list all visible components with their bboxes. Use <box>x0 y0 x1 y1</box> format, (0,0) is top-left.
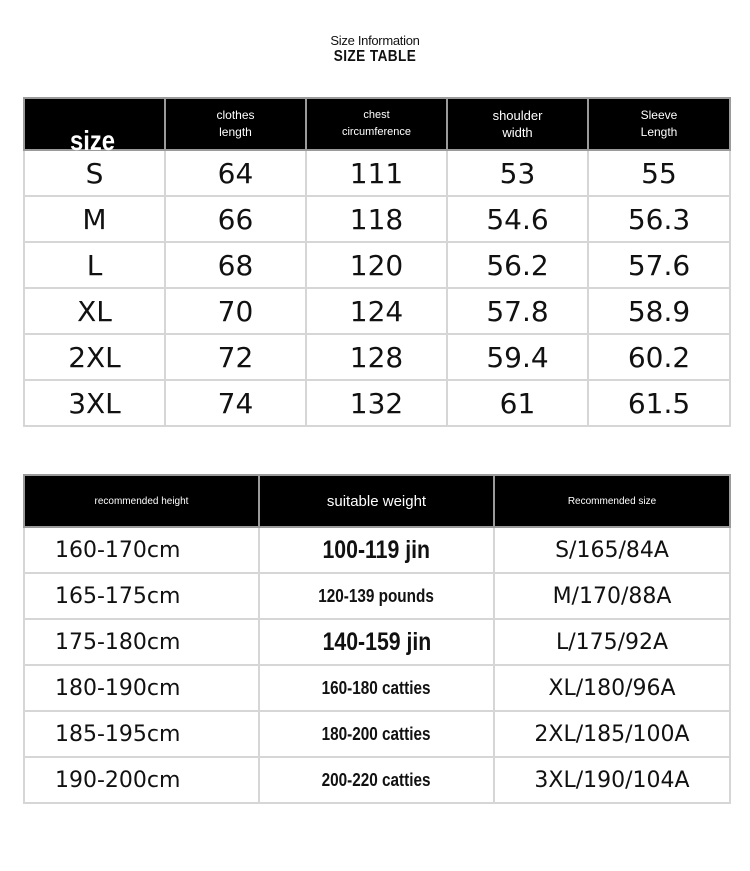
size-table <box>23 97 731 427</box>
cell-size: 3XL <box>24 380 165 426</box>
cell-weight: 160-180 catties <box>259 665 494 711</box>
table-row <box>24 619 730 665</box>
cell-weight: 140-159 jin <box>259 619 494 665</box>
table-row <box>24 334 730 380</box>
cell-shoulder: 56.2 <box>447 242 588 288</box>
cell-size: M <box>24 196 165 242</box>
header-suitable-weight: suitable weight <box>259 475 494 527</box>
header-sleeve-line2: Length <box>640 125 678 139</box>
table-row <box>24 527 730 573</box>
cell-length: 72 <box>165 334 306 380</box>
cell-height: 175-180cm <box>24 619 259 665</box>
header-size: size <box>24 98 165 150</box>
cell-weight: 200-220 catties <box>259 757 494 803</box>
cell-height: 190-200cm <box>24 757 259 803</box>
table-row <box>24 573 730 619</box>
cell-shoulder: 61 <box>447 380 588 426</box>
cell-height: 160-170cm <box>24 527 259 573</box>
cell-sleeve: 57.6 <box>588 242 730 288</box>
cell-sleeve: 56.3 <box>588 196 730 242</box>
cell-shoulder: 57.8 <box>447 288 588 334</box>
header-chest-circumference <box>306 98 447 150</box>
recommendation-header-row <box>24 475 730 527</box>
cell-recommended-size: XL/180/96A <box>494 665 730 711</box>
cell-recommended-size: S/165/84A <box>494 527 730 573</box>
cell-length: 66 <box>165 196 306 242</box>
cell-chest: 118 <box>306 196 447 242</box>
header-chest-line2: circumference <box>341 126 412 138</box>
cell-recommended-size: 3XL/190/104A <box>494 757 730 803</box>
size-table-header-row <box>24 98 730 150</box>
cell-sleeve: 60.2 <box>588 334 730 380</box>
cell-height: 165-175cm <box>24 573 259 619</box>
cell-recommended-size: 2XL/185/100A <box>494 711 730 757</box>
cell-length: 70 <box>165 288 306 334</box>
cell-chest: 111 <box>306 150 447 196</box>
title-heading: SIZE TABLE <box>333 48 417 65</box>
header-recommended-height: recommended height <box>24 475 259 527</box>
header-shoulder-width <box>447 98 588 150</box>
table-row <box>24 380 730 426</box>
table-row <box>24 242 730 288</box>
table-row <box>24 665 730 711</box>
cell-recommended-size: L/175/92A <box>494 619 730 665</box>
table-row <box>24 196 730 242</box>
header-chest-line1: chest <box>363 109 390 121</box>
table-row <box>24 150 730 196</box>
cell-height: 185-195cm <box>24 711 259 757</box>
cell-length: 64 <box>165 150 306 196</box>
cell-chest: 132 <box>306 380 447 426</box>
header-shoulder-line2: width <box>502 125 533 140</box>
cell-weight: 100-119 jin <box>259 527 494 573</box>
header-sleeve-line1: Sleeve <box>640 108 678 122</box>
cell-length: 68 <box>165 242 306 288</box>
cell-shoulder: 53 <box>447 150 588 196</box>
header-recommended-size: Recommended size <box>494 475 730 527</box>
cell-length: 74 <box>165 380 306 426</box>
header-sleeve-length <box>588 98 730 150</box>
cell-weight: 120-139 pounds <box>259 573 494 619</box>
table-row <box>24 757 730 803</box>
cell-size: S <box>24 150 165 196</box>
cell-shoulder: 54.6 <box>447 196 588 242</box>
recommendation-table <box>23 474 731 804</box>
cell-chest: 128 <box>306 334 447 380</box>
cell-weight: 180-200 catties <box>259 711 494 757</box>
title-subheading: Size Information <box>330 33 420 48</box>
header-clothes-length-line1: clothes <box>216 108 255 122</box>
cell-sleeve: 55 <box>588 150 730 196</box>
cell-shoulder: 59.4 <box>447 334 588 380</box>
cell-size: L <box>24 242 165 288</box>
cell-size: 2XL <box>24 334 165 380</box>
cell-height: 180-190cm <box>24 665 259 711</box>
page-title <box>0 33 750 66</box>
cell-sleeve: 58.9 <box>588 288 730 334</box>
cell-chest: 124 <box>306 288 447 334</box>
cell-size: XL <box>24 288 165 334</box>
header-clothes-length <box>165 98 306 150</box>
cell-recommended-size: M/170/88A <box>494 573 730 619</box>
table-row <box>24 711 730 757</box>
header-shoulder-line1: shoulder <box>492 108 543 123</box>
cell-chest: 120 <box>306 242 447 288</box>
table-row <box>24 288 730 334</box>
cell-sleeve: 61.5 <box>588 380 730 426</box>
header-clothes-length-line2: length <box>219 125 252 139</box>
